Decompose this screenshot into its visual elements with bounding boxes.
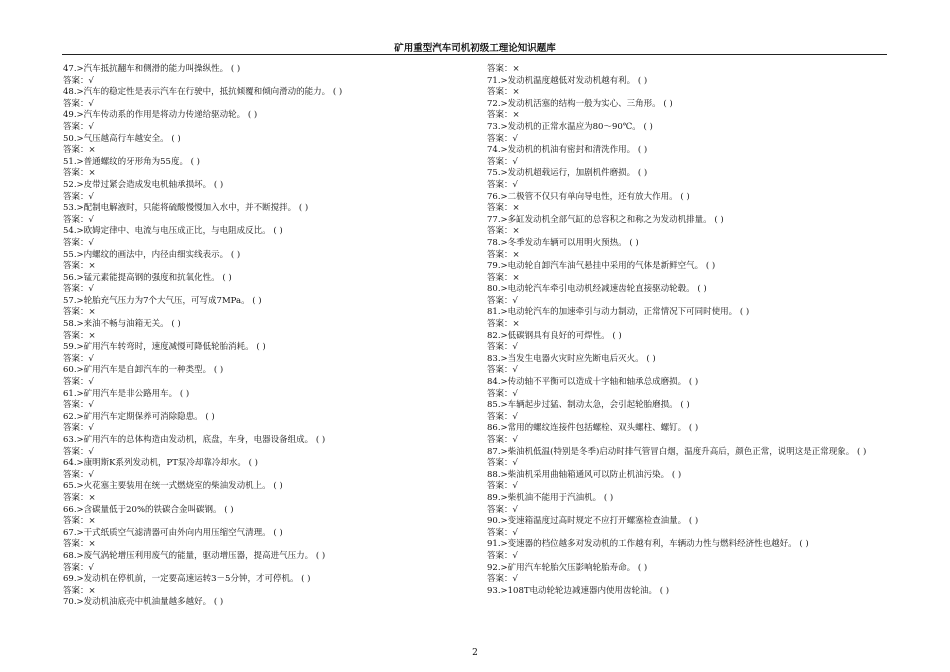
answer-line: 答案：√ [487,458,518,469]
answer-line: 答案：× [63,261,96,272]
answer-line: 答案：√ [63,284,94,295]
answer-line: 答案：√ [63,121,94,132]
question-line: 83.>当发生电器火灾时应先断电后灭火。 ( ) [487,353,656,364]
answer-line: 答案：√ [487,156,518,167]
question-line: 69.>发动机在停机前，一定要高速运转3－5分钟，才可停机。 ( ) [63,574,311,585]
answer-line: 答案：× [487,226,520,237]
question-line: 75.>发动机超载运行，加剧机件磨损。 ( ) [487,168,648,179]
answer-line: 答案：× [487,87,520,98]
answer-line: 答案：√ [63,237,94,248]
question-line: 56.>锰元素能提高钢的强度和抗氧化性。 ( ) [63,272,232,283]
answer-line: 答案：× [63,145,96,156]
answer-line: 答案：√ [63,423,94,434]
question-line: 61.>矿用汽车是非公路用车。 ( ) [63,388,190,399]
answer-line: 答案：√ [487,365,518,376]
question-line: 70.>发动机油底壳中机油量越多越好。 ( ) [63,597,224,608]
question-line: 91.>变速器的档位越多对发动机的工作越有利，车辆动力性与燃料经济性也越好。 ( ) [487,539,809,550]
answer-line: 答案：√ [487,550,518,561]
question-line: 58.>来油不畅与油箱无关。 ( ) [63,319,181,330]
question-line: 73.>发动机的正常水温应为80～90℃。 ( ) [487,121,653,132]
question-line: 54.>欧姆定律中、电流与电压成正比，与电阻成反比。 ( ) [63,226,283,237]
question-line: 81.>电动轮汽车的加速牵引与动力制动，正常情况下可同时使用。 ( ) [487,307,750,318]
answer-line: 答案：× [63,168,96,179]
question-line: 89.>柴机油不能用于汽油机。 ( ) [487,492,614,503]
question-line: 74.>发动机的机油有密封和清洗作用。 ( ) [487,145,648,156]
answer-line: 答案：√ [487,388,518,399]
question-line: 47.>汽车抵抗翻车和侧滑的能力叫操纵性。 ( ) [63,64,241,74]
header-rule [62,54,887,55]
document-header-title: 矿用重型汽车司机初级工理论知识题库 [394,43,556,54]
answer-line: 答案：√ [63,400,94,411]
question-line: 63.>矿用汽车的总体构造由发动机，底盘，车身，电器设备组成。 ( ) [63,435,326,445]
question-line: 82.>低碳钢具有良好的可焊性。 ( ) [487,330,622,341]
question-line: 72.>发动机活塞的结构一般为实心、三角形。 ( ) [487,98,673,109]
question-line: 76.>二极管不仅只有单向导电性，还有放大作用。 ( ) [487,191,690,202]
answer-line: 答案：√ [487,481,518,492]
answer-line: 答案：√ [63,98,94,109]
answer-line: 答案：× [487,272,520,283]
answer-line: 答案：√ [487,504,518,515]
answer-line: 答案：√ [487,295,518,306]
answer-line: 答案：√ [63,191,94,202]
question-line: 80.>电动轮汽车牵引电动机经减速齿轮直接驱动轮毂。 ( ) [487,284,707,295]
question-line: 77.>多缸发动机全部气缸的总容积之和称之为发动机排量。 ( ) [487,214,724,225]
answer-line: 答案：× [63,516,96,527]
answer-line: 答案：√ [63,214,94,225]
answer-line: 答案：× [63,539,96,550]
answer-line: 答案：× [487,319,520,330]
answer-line: 答案：√ [63,469,94,480]
answer-line: 答案：× [487,110,520,121]
answer-line: 答案：√ [63,446,94,457]
question-line: 79.>电动轮自卸汽车油气悬挂中采用的气体是新鲜空气。 ( ) [487,261,716,272]
answer-line: 答案：√ [63,562,94,573]
answer-line: 答案：√ [63,377,94,388]
question-line: 66.>含碳量低于20%的铁碳合金叫碳钢。 ( ) [63,504,234,515]
question-line: 48.>汽车的稳定性是表示汽车在行驶中，抵抗倾覆和倾向滑动的能力。 ( ) [63,87,343,98]
page-number: 2 [472,648,478,658]
answer-line: 答案：√ [487,411,518,422]
question-line: 78.>冬季发动车辆可以用明火预热。 ( ) [487,237,639,248]
question-line: 92.>矿用汽车轮胎欠压影响轮胎寿命。 ( ) [487,562,648,573]
question-line: 50.>气压越高行车越安全。 ( ) [63,133,181,144]
right-question-column [487,64,887,597]
question-line: 55.>内螺纹的画法中，内径由细实线表示。 ( ) [63,249,241,260]
question-line: 52.>皮带过紧会造成发电机轴承损坏。 ( ) [63,179,224,190]
answer-line: 答案：√ [487,527,518,538]
question-line: 59.>矿用汽车转弯时，速度减慢可降低轮胎消耗。 ( ) [63,342,266,353]
question-line: 88.>柴油机采用曲轴箱通风可以防止机油污染。 ( ) [487,469,682,480]
question-line: 60.>矿用汽车是自卸汽车的一种类型。 ( ) [63,365,224,376]
answer-line: 答案：× [63,330,96,341]
answer-line: 答案：× [487,249,520,260]
answer-line: 答案：× [63,585,96,596]
answer-line: 答案：× [487,64,520,74]
question-line: 85.>车辆起步过猛、制动太急，会引起轮胎磨损。 ( ) [487,400,690,411]
question-line: 90.>变速箱温度过高时规定不应打开螺塞检查油量。 ( ) [487,516,699,527]
question-line: 86.>常用的螺纹连接件包括螺栓、双头螺柱、螺钉。 ( ) [487,423,699,434]
answer-line: 答案：√ [487,435,518,445]
left-question-column [63,64,463,609]
question-line: 51.>普通螺纹的牙形角为55度。 ( ) [63,156,200,167]
answer-line: 答案：√ [487,133,518,144]
question-line: 62.>矿用汽车定期保养可消除隐患。 ( ) [63,411,215,422]
answer-line: 答案：√ [63,353,94,364]
answer-line: 答案：× [487,203,520,214]
question-line: 53.>配制电解液时，只能将硫酸慢慢加入水中，并不断搅拌。 ( ) [63,203,309,214]
answer-line: 答案：√ [63,75,94,86]
answer-line: 答案：√ [487,179,518,190]
answer-line: 答案：√ [487,342,518,353]
answer-line: 答案：× [63,307,96,318]
question-line: 87.>柴油机低温(特别是冬季)启动时排气管冒白烟，温度升高后，颜色正常，说明这是正常现象。 ( ) [487,446,867,457]
answer-line: 答案：× [63,492,96,503]
question-line: 57.>轮胎充气压力为7个大气压，可写成7MPa。 ( ) [63,295,262,306]
question-line: 65.>火花塞主要装用在统一式燃烧室的柴油发动机上。 ( ) [63,481,283,492]
question-line: 64.>康明斯K系列发动机，PT泵冷却靠冷却水。 ( ) [63,458,258,469]
question-line: 68.>废气涡轮增压利用废气的能量，驱动增压器，提高进气压力。 ( ) [63,550,326,561]
answer-line: 答案：√ [487,574,518,585]
question-line: 93.>108T电动轮轮边减速器内使用齿轮油。 ( ) [487,585,670,596]
question-line: 49.>汽车传动系的作用是将动力传递给驱动轮。 ( ) [63,110,258,121]
question-line: 71.>发动机温度越低对发动机越有利。 ( ) [487,75,648,86]
question-line: 84.>传动轴不平衡可以造成十字轴和轴承总成磨损。 ( ) [487,377,699,388]
question-line: 67.>干式纸质空气滤清器可由外向内用压缩空气清理。 ( ) [63,527,283,538]
